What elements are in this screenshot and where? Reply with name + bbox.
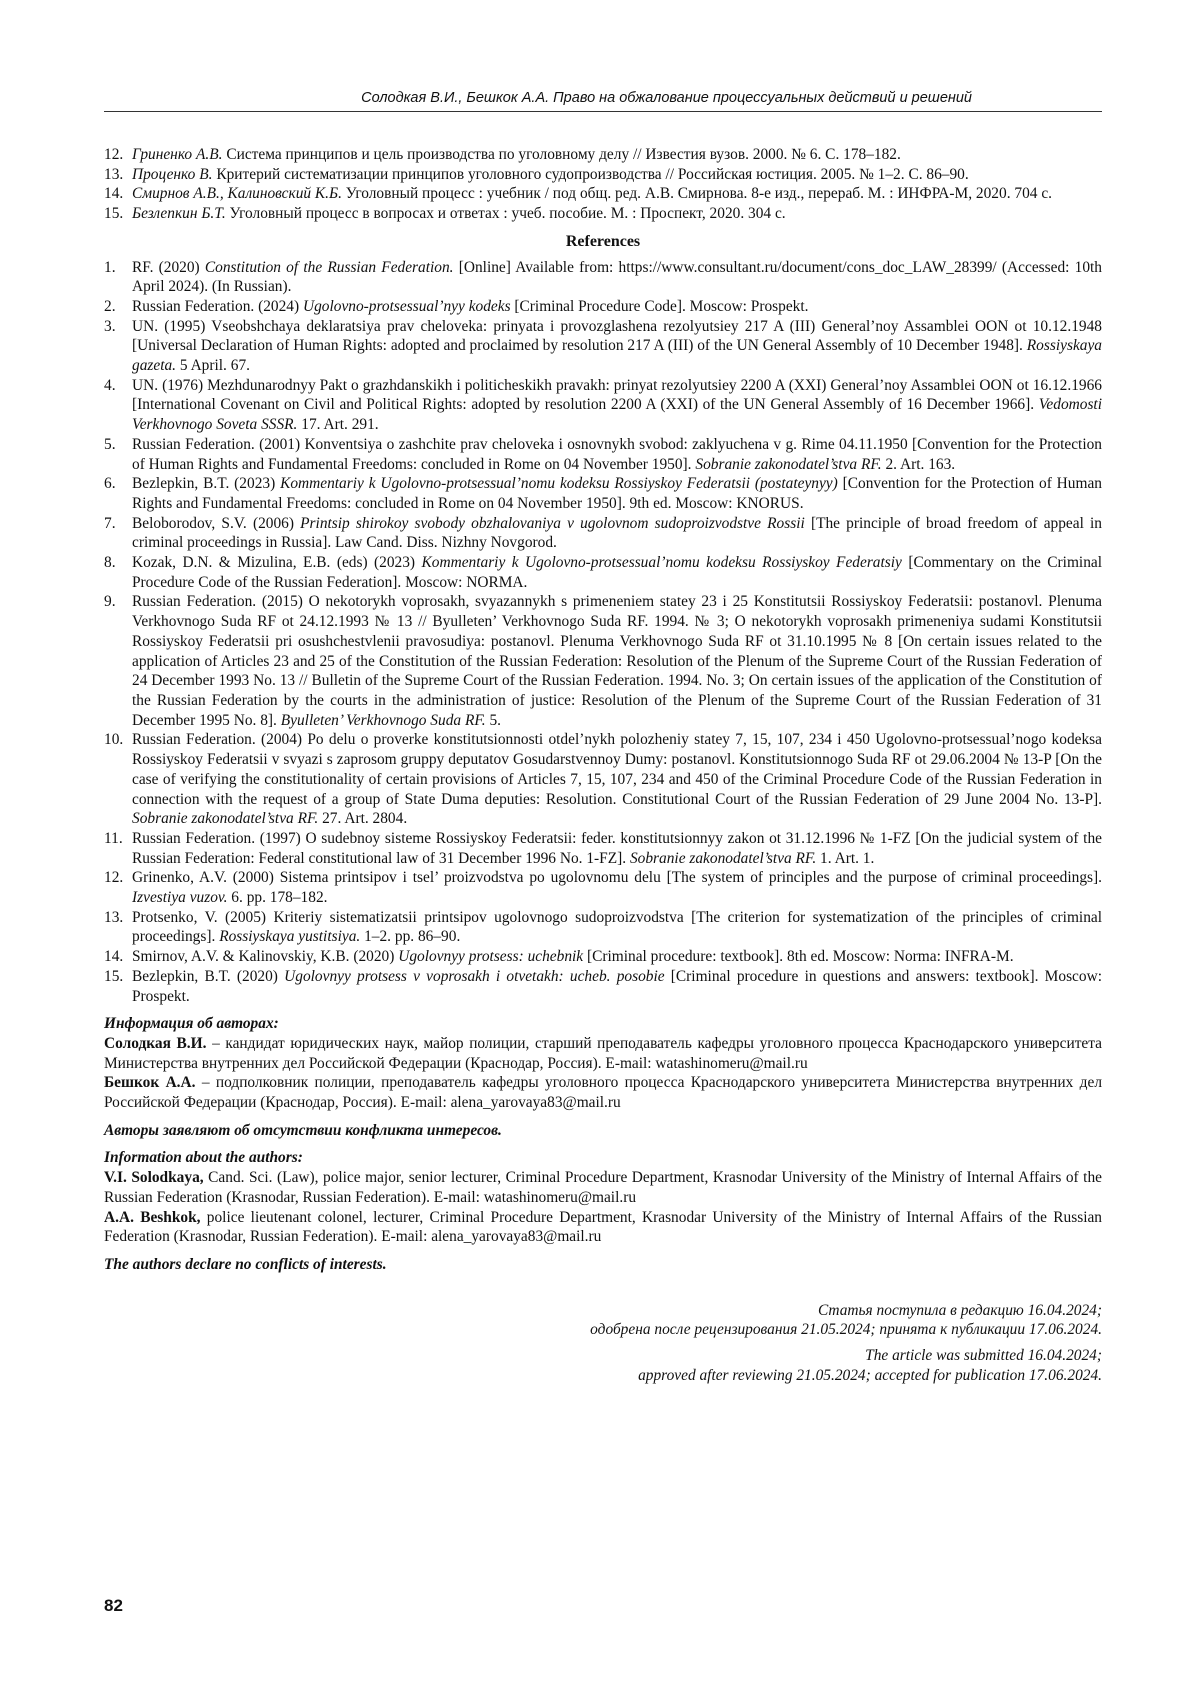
list-item: 7. Beloborodov, S.V. (2006) Printsip shirokoy svobody obzhalovaniya v ugolovnom sudoproizvodstve Rossii [The principle of broad freedom of appeal in criminal proceedings in Russia]. Law Cand. Diss. Nizhny Novgorod. — [104, 514, 1103, 552]
list-item: 8. Kozak, D.N. & Mizulina, E.B. (eds) (2023) Kommentariy k Ugolovno-protsessual’nomu kodeksu Rossiyskoy Federatsiy [Commentary on the Criminal Procedure Code of the Russian Federation]. Moscow: NORMA. — [104, 554, 1103, 591]
page-content — [104, 145, 1102, 1391]
authors-en-title: Information about the authors: — [104, 1149, 303, 1167]
list-item: 2. Russian Federation. (2024) Ugolovno-protsessual’nyy kodeks [Criminal Procedure Code]. Moscow: Prospekt. — [104, 297, 809, 315]
english-reference-list — [104, 258, 1102, 1007]
list-item: 12. Grinenko, A.V. (2000) Sistema printsipov i tsel’ proizvodstva po ugolovnomu delu [The system of principles and the purpose of criminal proceedings]. Izvestiya vuzov. 6. pp. 178–182. — [104, 869, 1102, 907]
list-item: 10. Russian Federation. (2004) Po delu o proverke konstitutsionnosti otdel’nykh polozheniy statey 7, 15, 107, 234 i 450 Ugolovno-protsessual’nogo kodeksa Rossiyskoy Federatsii v svyazi s zaprosom gruppy deputatov Gosudarstvennoy Dumy: postanovl. Konstitutsionnogo Suda RF ot 29.06.2004 № 13-P [On the case of verifying the constitutionality of certain provisions of Articles 7, 15, 107, 234 and 450 of the Criminal Procedure Code of the Russian Federation in connection with the request of a group of State Duma deputies: Resolution. Constitutional Court of the Russian Federation of 29 June 2004 No. 13-P]. Sobranie zakonodatel’stva RF. 27. Art. 2804. — [104, 731, 1102, 828]
list-item: 13. Проценко В. Критерий систематизации принципов уголовного судопроизводства // Российская юстиция. 2005. № 1–2. С. 86–90. — [104, 165, 969, 183]
author-en-1: V.I. Solodkaya, Cand. Sci. (Law), police major, senior lecturer, Criminal Procedure Department, Krasnodar University of the Ministry of Internal Affairs of the Russian Federation (Krasnodar, Russian Federation). E-mail: watashinomeru@mail.ru — [104, 1169, 1102, 1206]
author-ru-1: Солодкая В.И. – кандидат юридических наук, майор полиции, старший преподаватель кафедры уголовного процесса Краснодарского университета Министерства внутренних дел Российской Федерации (Краснодар, Россия). E-mail: watashinomeru@mail.ru — [104, 1034, 1102, 1072]
list-item: 5. Russian Federation. (2001) Konventsiya o zashchite prav cheloveka i osnovnykh svobod: zaklyuchena v g. Rime 04.11.1950 [Convention for the Protection of Human Rights and Fundamental Freedoms: concluded in Rome on 04 November 1950]. Sobranie zakonodatel’stva RF. 2. Art. 163. — [104, 435, 1102, 473]
dates-en: The article was submitted 16.04.2024; approved after reviewing 21.05.2024; accepted for publication 17.06.2024. — [638, 1347, 1102, 1384]
page-number: 82 — [104, 1596, 123, 1615]
author-ru-2: Бешкок А.А. – подполковник полиции, преподаватель кафедры уголовного процесса Краснодарского университета Министерства внутренних дел Российской Федерации (Краснодар, Россия). E-mail: alena_yarovaya83@mail.ru — [104, 1074, 1102, 1112]
list-item: 15. Безлепкин Б.Т. Уголовный процесс в вопросах и ответах : учеб. пособие. М. : Проспект, 2020. 304 с. — [104, 205, 786, 223]
russian-reference-list — [104, 145, 1102, 224]
list-item: 12. Гриненко А.В. Система принципов и цель производства по уголовному делу // Известия вузов. 2000. № 6. С. 178–182. — [104, 146, 901, 163]
authors-info-ru — [104, 1014, 1102, 1140]
running-header: Солодкая В.И., Бешкок А.А. Право на обжалование процессуальных действий и решений — [361, 90, 972, 106]
conflict-statement-en: The authors declare no conflicts of interests. — [104, 1255, 387, 1273]
conflict-statement-ru: Авторы заявляют об отсутствии конфликта интересов. — [104, 1121, 502, 1139]
author-en-2: A.A. Beshkok, police lieutenant colonel, lecturer, Criminal Procedure Department, Krasnodar University of the Ministry of Internal Affairs of the Russian Federation (Krasnodar, Russian Federation). E-mail: alena_yarovaya83@mail.ru — [104, 1208, 1102, 1246]
list-item: 11. Russian Federation. (1997) O sudebnoy sisteme Rossiyskoy Federatsii: feder. konstitutsionnyy zakon ot 31.12.1996 № 1-FZ [On the judicial system of the Russian Federation: Federal constitutional law of 31 December 1996 No. 1-FZ]. Sobranie zakonodatel’stva RF. 1. Art. 1. — [104, 829, 1102, 867]
list-item: 4. UN. (1976) Mezhdunarodnyy Pakt o grazhdanskikh i politicheskikh pravakh: prinyat rezolyutsiey 2200 A (XXI) General’noy Assamblei OON ot 16.12.1966 [International Covenant on Civil and Political Rights: adopted by resolution 2200 A (XXI) of the UN General Assembly of 16 December 1966]. Vedomosti Verkhovnogo Soveta SSSR. 17. Art. 291. — [104, 376, 1102, 434]
authors-info-en — [104, 1148, 1102, 1274]
list-item: 9. Russian Federation. (2015) O nekotorykh voprosakh, svyazannykh s primeneniem statey 23 i 25 Konstitutsii Rossiyskoy Federatsii: postanovl. Plenuma Verkhovnogo Suda RF ot 24.12.1993 № 13 // Byulleten’ Verkhovnogo Suda RF. 1994. № 3; O nekotorykh voprosakh primeneniya sudami Konstitutsii Rossiyskoy Federatsii pri osushchestvlenii pravosudiya: postanovl. Plenuma Verkhovnogo Suda RF ot 31.10.1995 № 8 [On certain issues related to the application of Articles 23 and 25 of the Constitution of the Russian Federation: Resolution of the Plenum of the Supreme Court of the Russian Federation of 24 December 1993 No. 13 // Bulletin of the Supreme Court of the Russian Federation. 1994. No. 3; On certain issues of the application of the Constitution of the Russian Federation by the courts in the administration of justice: Resolution of the Plenum of the Supreme Court of the Russian Federation of 31 December 1995 No. 8]. Byulleten’ Verkhovnogo Suda RF. 5. — [104, 593, 1102, 729]
list-item: 1. RF. (2020) Constitution of the Russian Federation. [Online] Available from: https://www.consultant.ru/document/cons_doc_LAW_28399/ (Accessed: 10th April 2024). (In Russian). — [104, 258, 1102, 296]
references-heading: References — [565, 232, 641, 250]
list-item: 15. Bezlepkin, B.T. (2020) Ugolovnyy protsess v voprosakh i otvetakh: ucheb. posobie [Criminal procedure in questions and answers: textbook]. Moscow: Prospekt. — [104, 967, 1102, 1005]
list-item: 14. Smirnov, A.V. & Kalinovskiy, K.B. (2020) Ugolovnyy protsess: uchebnik [Criminal procedure: textbook]. 8th ed. Moscow: Norma: INFRA-M. — [104, 948, 1014, 966]
list-item: 6. Bezlepkin, B.T. (2023) Kommentariy k Ugolovno-protsessual’nomu kodeksu Rossiyskoy Federatsii (postateynyy) [Convention for the Protection of Human Rights and Fundamental Freedoms: concluded in Rome on 04 November 1950]. 9th ed. Moscow: KNORUS. — [104, 475, 1102, 512]
authors-ru-title: Информация об авторах: — [104, 1015, 279, 1033]
list-item: 14. Смирнов А.В., Калиновский К.Б. Уголовный процесс : учебник / под общ. ред. А.В. Смирнова. 8-е изд., перераб. М. : ИНФРА-М, 2020. 704 с. — [104, 185, 1053, 203]
submission-dates — [104, 1301, 1102, 1386]
list-item: 13. Protsenko, V. (2005) Kriteriy sistematizatsii printsipov ugolovnogo sudoproizvodstva [The criterion for systematization of the principles of criminal proceedings]. Rossiyskaya yustitsiya. 1–2. pp. 86–90. — [104, 908, 1102, 946]
header-rule — [104, 111, 1102, 112]
dates-ru: Статья поступила в редакцию 16.04.2024; одобрена после рецензирования 21.05.2024; принята к публикации 17.06.2024. — [590, 1301, 1102, 1339]
list-item: 3. UN. (1995) Vseobshchaya deklaratsiya prav cheloveka: prinyata i provozglashena rezolyutsiey 217 A (III) General’noy Assamblei OON ot 10.12.1948 [Universal Declaration of Human Rights: adopted and proclaimed by resolution 217 A (III) of the UN General Assembly of 10 December 1948]. Rossiyskaya gazeta. 5 April. 67. — [104, 317, 1102, 375]
